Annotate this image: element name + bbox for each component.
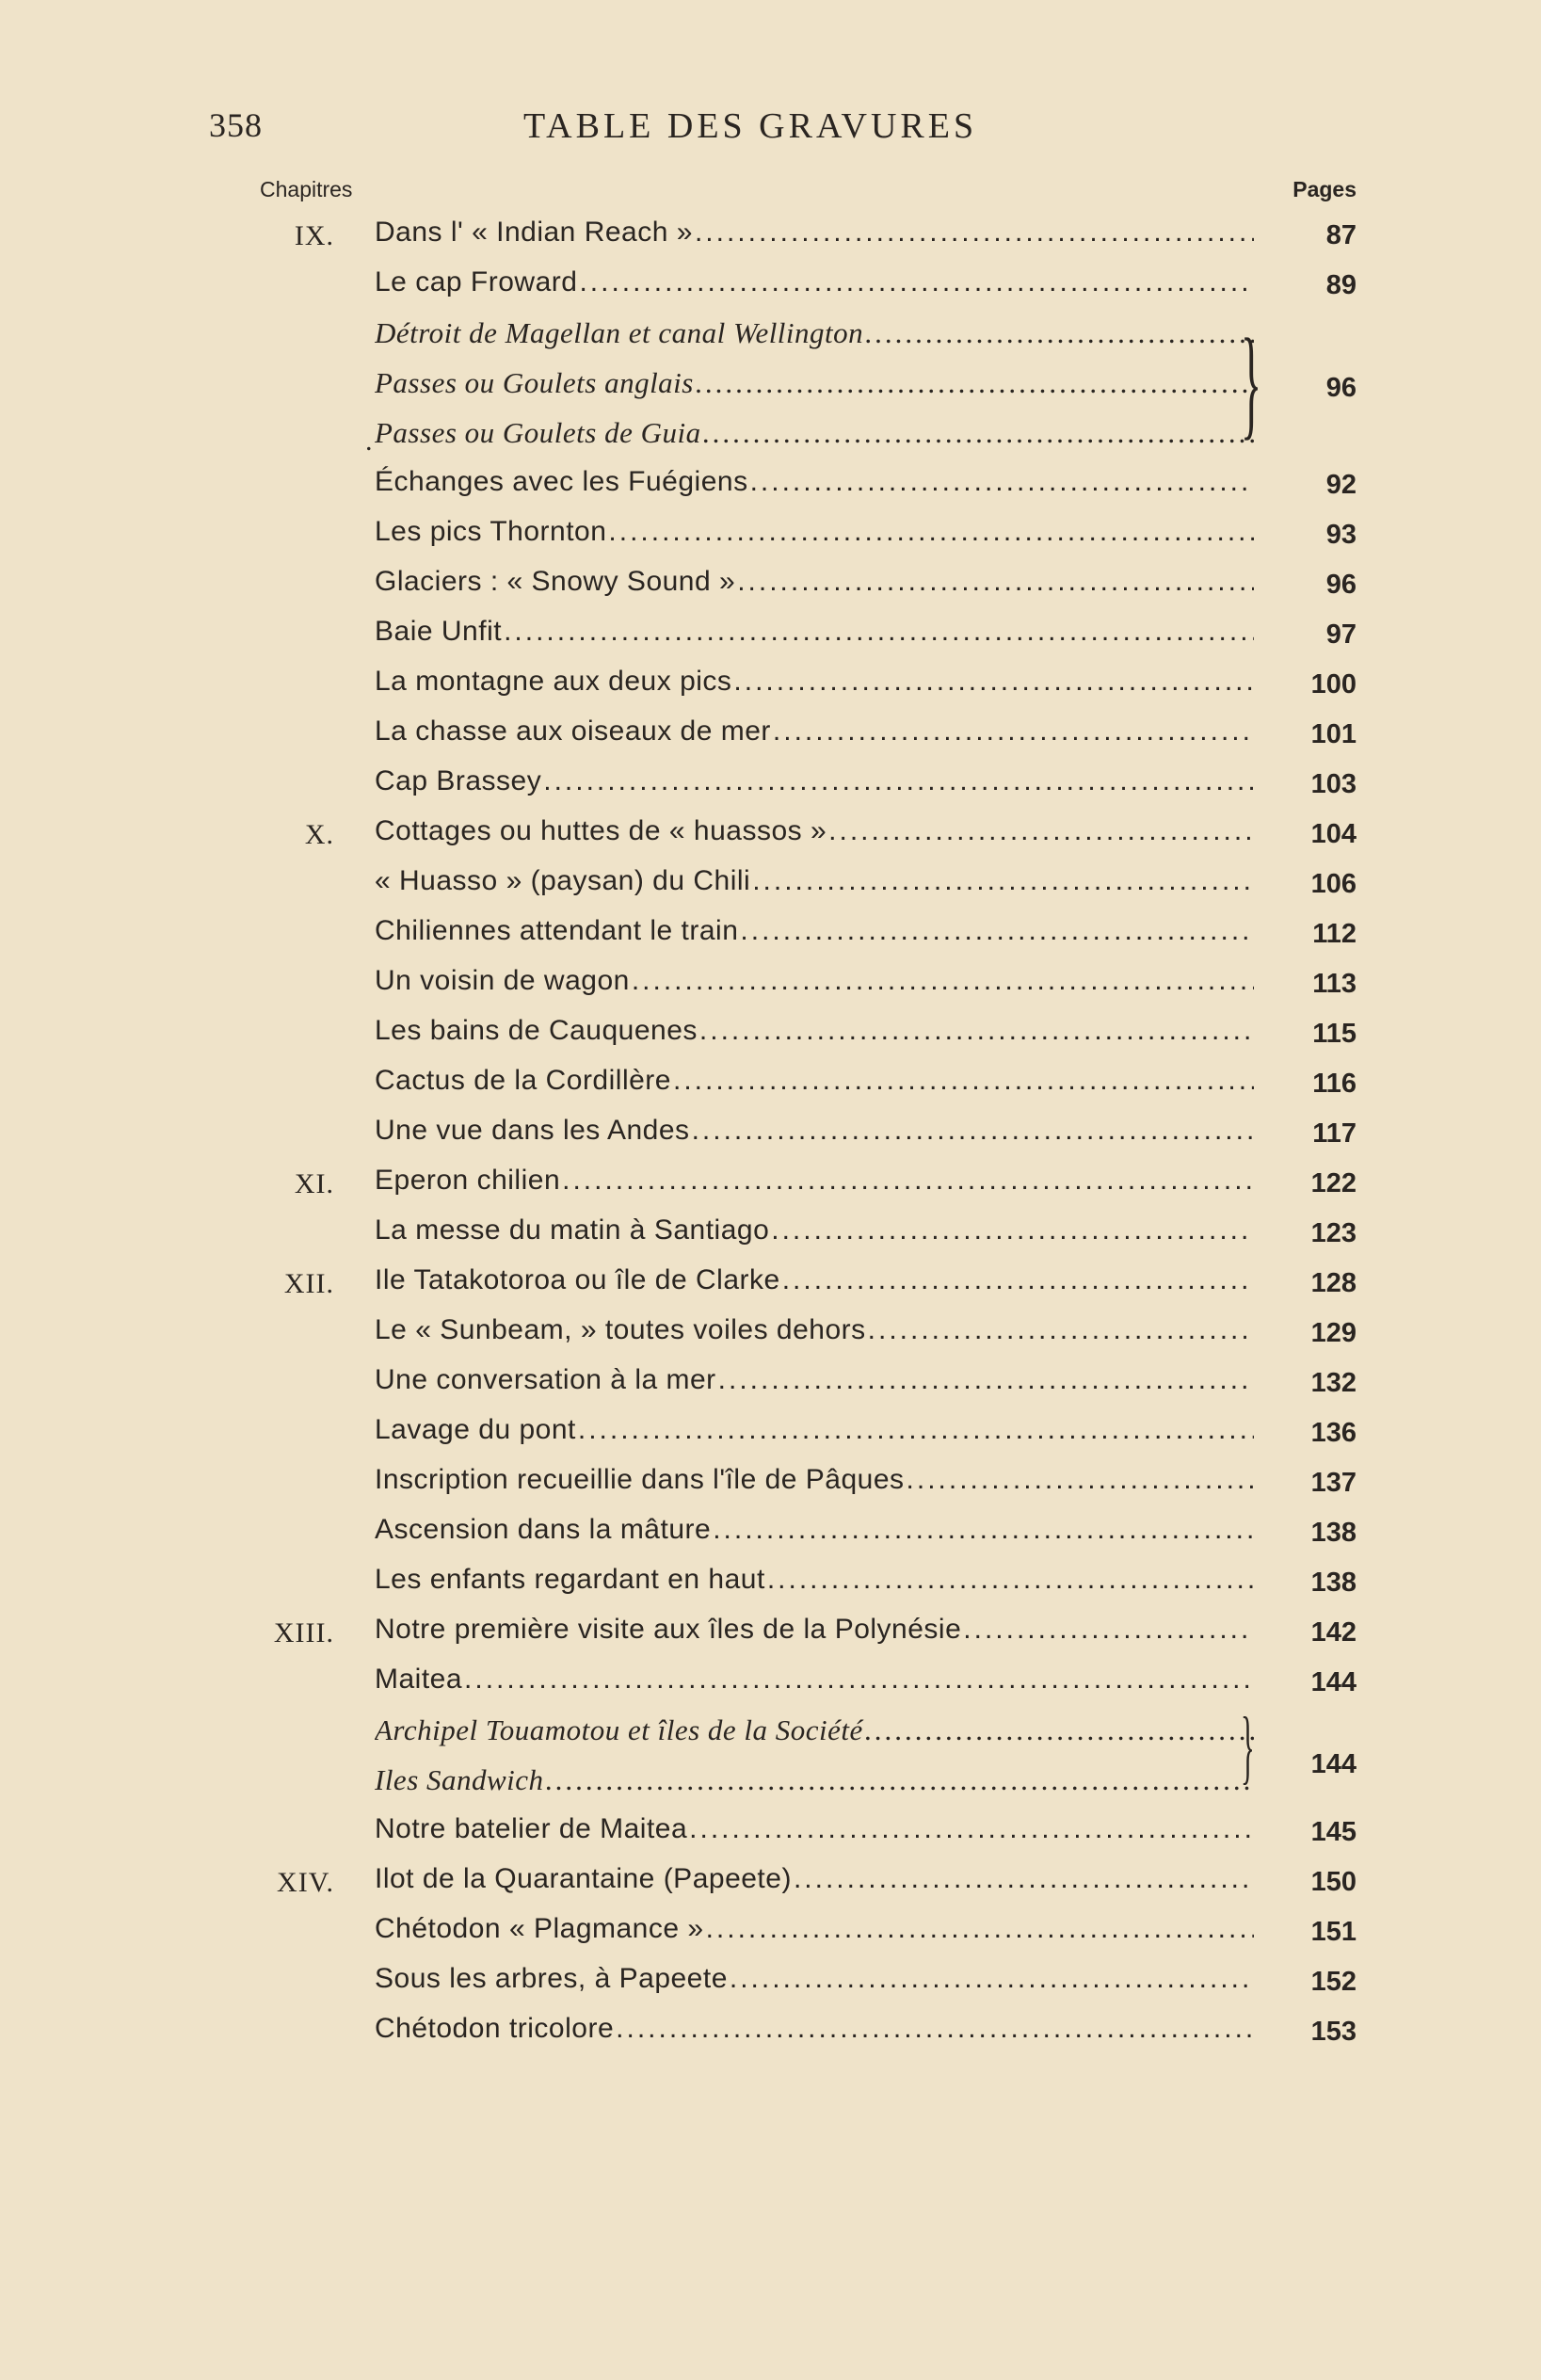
- toc-entry: [0, 1760, 1541, 1809]
- entry-title-line: [375, 616, 1254, 658]
- entry-page: 116: [1312, 1069, 1356, 1099]
- toc-entry: [0, 1909, 1541, 1959]
- entry-title-line: [375, 1813, 1254, 1856]
- toc-entry: [0, 1660, 1541, 1710]
- toc-entry: [0, 1809, 1541, 1859]
- toc-entry: [0, 313, 1541, 362]
- entry-title: Dans l' « Indian Reach »: [375, 217, 693, 248]
- entry-title-line: [375, 1314, 1254, 1357]
- entry-title-line: [375, 1664, 1254, 1706]
- entry-title: Archipel Touamotou et îles de la Société: [375, 1713, 863, 1746]
- chapter-number: XII.: [283, 1268, 334, 1299]
- toc-entry: [0, 362, 1541, 412]
- toc-entry: [0, 1211, 1541, 1261]
- chapter-number: XIII.: [273, 1617, 334, 1648]
- entry-title: Passes ou Goulets anglais: [375, 366, 694, 399]
- toc-entry: [0, 1410, 1541, 1460]
- entry-title-line: [375, 1065, 1254, 1107]
- entry-page: 153: [1310, 2017, 1356, 2047]
- entry-title: Iles Sandwich: [375, 1763, 544, 1796]
- entry-title-line: [375, 1015, 1254, 1057]
- dot-leader: [692, 1115, 1254, 1147]
- toc-entry: [0, 1710, 1541, 1760]
- entry-title: Cottages ou huttes de « huassos »: [375, 815, 827, 846]
- entry-page: 129: [1310, 1318, 1356, 1348]
- entry-title: Les pics Thornton: [375, 516, 607, 547]
- chapter-number: IX.: [294, 220, 334, 251]
- entry-title-line: [375, 1464, 1254, 1506]
- entry-page: 113: [1312, 969, 1356, 999]
- toc-entry: [0, 1460, 1541, 1510]
- dot-leader: [794, 1863, 1254, 1895]
- entry-title: Chétodon « Plagmance »: [375, 1913, 704, 1944]
- entry-title: Notre première visite aux îles de la Polynésie: [375, 1614, 962, 1645]
- entry-page: 144: [1310, 1667, 1356, 1697]
- entry-title-line: [375, 217, 1254, 259]
- entry-page: 117: [1312, 1118, 1356, 1149]
- entry-title-line: [375, 1414, 1254, 1456]
- dot-leader: [752, 865, 1254, 897]
- entry-title: La messe du matin à Santiago: [375, 1214, 770, 1246]
- entry-title: La chasse aux oiseaux de mer: [375, 716, 771, 747]
- entry-page: 138: [1310, 1568, 1356, 1598]
- entry-page: 100: [1310, 669, 1356, 700]
- dot-leader: [963, 1614, 1254, 1646]
- entry-page: 150: [1310, 1867, 1356, 1897]
- dot-leader: [740, 915, 1254, 947]
- group-brace-touamotou: }: [1241, 1701, 1255, 1793]
- dot-leader: [543, 765, 1254, 797]
- entry-title: Eperon chilien: [375, 1165, 561, 1196]
- entry-title-line: [375, 1264, 1254, 1307]
- entry-title: Une vue dans les Andes: [375, 1115, 690, 1146]
- dot-leader: [673, 1065, 1254, 1097]
- entry-title-line: [375, 1165, 1254, 1207]
- entry-title: Ascension dans la mâture: [375, 1514, 712, 1545]
- dot-leader: [464, 1664, 1254, 1696]
- dot-leader: [695, 217, 1254, 249]
- entry-page: 104: [1310, 819, 1356, 849]
- entry-title-line: [375, 865, 1254, 908]
- entry-title-line: [375, 1963, 1254, 2005]
- entry-title: Cactus de la Cordillère: [375, 1065, 671, 1096]
- entry-title: Sous les arbres, à Papeete: [375, 1963, 728, 1994]
- entry-page: 123: [1310, 1218, 1356, 1248]
- toc-entry: [0, 462, 1541, 512]
- entry-page: 92: [1325, 470, 1356, 500]
- dot-leader: [865, 316, 1254, 350]
- group-brace-magellan: }: [1241, 313, 1262, 451]
- dot-leader: [750, 466, 1254, 498]
- entry-page: 101: [1310, 719, 1356, 749]
- dot-leader: [616, 2013, 1254, 2045]
- toc-entry: [0, 263, 1541, 313]
- entry-page: 142: [1310, 1617, 1356, 1648]
- toc-entry: [0, 1360, 1541, 1410]
- entry-title: « Huasso » (paysan) du Chili: [375, 865, 751, 896]
- toc-entry: [0, 1560, 1541, 1610]
- toc-entry: [0, 861, 1541, 911]
- stray-dot: .: [365, 426, 373, 457]
- dot-leader: [782, 1264, 1254, 1296]
- group-page-magellan: 96: [1325, 373, 1356, 403]
- dot-leader: [608, 516, 1254, 548]
- toc-entry: [0, 1111, 1541, 1161]
- dot-leader: [504, 616, 1254, 648]
- entry-title-line: [375, 915, 1254, 957]
- entry-title-line: [375, 2013, 1254, 2055]
- toc-entry: [0, 1011, 1541, 1061]
- entry-title-line: [375, 416, 1254, 458]
- entry-title-line: [375, 765, 1254, 808]
- toc-entry: [0, 1061, 1541, 1111]
- dot-leader: [699, 1015, 1254, 1047]
- entry-title-line: [375, 1514, 1254, 1556]
- dot-leader: [771, 1214, 1254, 1246]
- dot-leader: [579, 266, 1254, 298]
- entry-title-line: [375, 716, 1254, 758]
- entry-page: 152: [1310, 1967, 1356, 1997]
- entry-page: 136: [1310, 1418, 1356, 1448]
- dot-leader: [562, 1165, 1254, 1197]
- entry-title: Un voisin de wagon: [375, 965, 630, 996]
- entry-title: Chiliennes attendant le train: [375, 915, 739, 946]
- page-number: 358: [209, 106, 263, 144]
- toc-entry: [0, 812, 1541, 861]
- entry-title: Ilot de la Quarantaine (Papeete): [375, 1863, 792, 1894]
- dot-leader: [689, 1813, 1254, 1845]
- toc-entry: [0, 762, 1541, 812]
- entry-title: Inscription recueillie dans l'île de Pâques: [375, 1464, 905, 1495]
- entry-title: Passes ou Goulets de Guia: [375, 416, 701, 449]
- toc-entry: [0, 1161, 1541, 1211]
- toc-entry: [0, 961, 1541, 1011]
- dot-leader: [868, 1314, 1254, 1346]
- entry-title: Chétodon tricolore: [375, 2013, 615, 2044]
- toc-entry: [0, 662, 1541, 712]
- dot-leader: [718, 1364, 1254, 1396]
- entry-page: 137: [1310, 1468, 1356, 1498]
- entry-page: 145: [1310, 1817, 1356, 1847]
- toc-entry: [0, 612, 1541, 662]
- group-page-touamotou: 144: [1310, 1749, 1356, 1779]
- dot-leader: [703, 416, 1254, 450]
- entry-title: Le cap Froward: [375, 266, 578, 298]
- dot-leader: [733, 666, 1254, 698]
- entry-title-line: [375, 1564, 1254, 1606]
- dot-leader: [706, 1913, 1254, 1945]
- entry-title-line: [375, 1763, 1254, 1806]
- entry-page: 138: [1310, 1518, 1356, 1548]
- dot-leader: [907, 1464, 1254, 1496]
- entry-page: 115: [1312, 1019, 1356, 1049]
- entry-title-line: [375, 266, 1254, 309]
- entry-page: 93: [1325, 520, 1356, 550]
- chapter-number: XIV.: [277, 1867, 334, 1898]
- entry-title-line: [375, 1214, 1254, 1257]
- entry-page: 87: [1325, 220, 1356, 250]
- entry-page: 97: [1325, 619, 1356, 650]
- dot-leader: [865, 1713, 1254, 1747]
- entry-title-line: [375, 666, 1254, 708]
- entry-title: Échanges avec les Fuégiens: [375, 466, 748, 497]
- toc-entry: [0, 911, 1541, 961]
- running-title: TABLE DES GRAVURES: [523, 106, 978, 146]
- toc-entry: [0, 512, 1541, 562]
- entry-title: La montagne aux deux pics: [375, 666, 732, 697]
- pages-column-header: Pages: [1292, 177, 1356, 201]
- entry-title: Glaciers : « Snowy Sound »: [375, 566, 736, 597]
- toc-entry: [0, 1510, 1541, 1560]
- entry-title-line: [375, 1863, 1254, 1906]
- dot-leader: [828, 815, 1254, 847]
- toc-entry: [0, 1261, 1541, 1311]
- entry-title-line: [375, 815, 1254, 858]
- entry-title-line: [375, 1713, 1254, 1756]
- dot-leader: [632, 965, 1254, 997]
- dot-leader: [737, 566, 1254, 598]
- dot-leader: [546, 1763, 1254, 1797]
- chapter-number: X.: [304, 819, 334, 850]
- entry-title: Le « Sunbeam, » toutes voiles dehors: [375, 1314, 866, 1345]
- toc-entry: [0, 1859, 1541, 1909]
- entry-title: Notre batelier de Maitea: [375, 1813, 688, 1844]
- toc-entry: [0, 1959, 1541, 2009]
- toc-entry: [0, 412, 1541, 462]
- entry-title-line: [375, 1913, 1254, 1955]
- entry-title: Une conversation à la mer: [375, 1364, 716, 1395]
- dot-leader: [713, 1514, 1254, 1546]
- entry-page: 122: [1310, 1168, 1356, 1198]
- entry-title-line: [375, 366, 1254, 409]
- entry-title: Les bains de Cauquenes: [375, 1015, 698, 1046]
- entry-page: 128: [1310, 1268, 1356, 1298]
- toc-entry: [0, 1311, 1541, 1360]
- dot-leader: [767, 1564, 1254, 1596]
- toc-entry: [0, 562, 1541, 612]
- entry-title-line: [375, 1614, 1254, 1656]
- dot-leader: [578, 1414, 1254, 1446]
- entry-page: 112: [1312, 919, 1356, 949]
- entry-page: 103: [1310, 769, 1356, 799]
- entry-title-line: [375, 1364, 1254, 1407]
- entry-page: 132: [1310, 1368, 1356, 1398]
- dot-leader: [730, 1963, 1254, 1995]
- entry-page: 151: [1310, 1917, 1356, 1947]
- dot-leader: [773, 716, 1254, 748]
- entry-title-line: [375, 1115, 1254, 1157]
- entry-title: Ile Tatakotoroa ou île de Clarke: [375, 1264, 780, 1295]
- entry-title-line: [375, 316, 1254, 359]
- entry-title-line: [375, 466, 1254, 508]
- chapters-column-header: Chapitres: [260, 177, 353, 201]
- chapter-number: XI.: [294, 1168, 334, 1199]
- toc-entry: [0, 712, 1541, 762]
- toc-entry: [0, 2009, 1541, 2059]
- dot-leader: [696, 366, 1254, 400]
- entry-title: Baie Unfit: [375, 616, 503, 647]
- entry-page: 106: [1310, 869, 1356, 899]
- entry-title: Cap Brassey: [375, 765, 542, 796]
- entry-page: 96: [1325, 570, 1356, 600]
- entry-title: Lavage du pont: [375, 1414, 576, 1445]
- entry-title-line: [375, 965, 1254, 1007]
- entry-page: 89: [1325, 270, 1356, 300]
- entry-title: Les enfants regardant en haut: [375, 1564, 765, 1595]
- entry-title-line: [375, 566, 1254, 608]
- toc-entry: [0, 1610, 1541, 1660]
- entry-title-line: [375, 516, 1254, 558]
- entry-title: Détroit de Magellan et canal Wellington: [375, 316, 864, 349]
- entry-title: Maitea: [375, 1664, 463, 1695]
- toc-entry: [0, 213, 1541, 263]
